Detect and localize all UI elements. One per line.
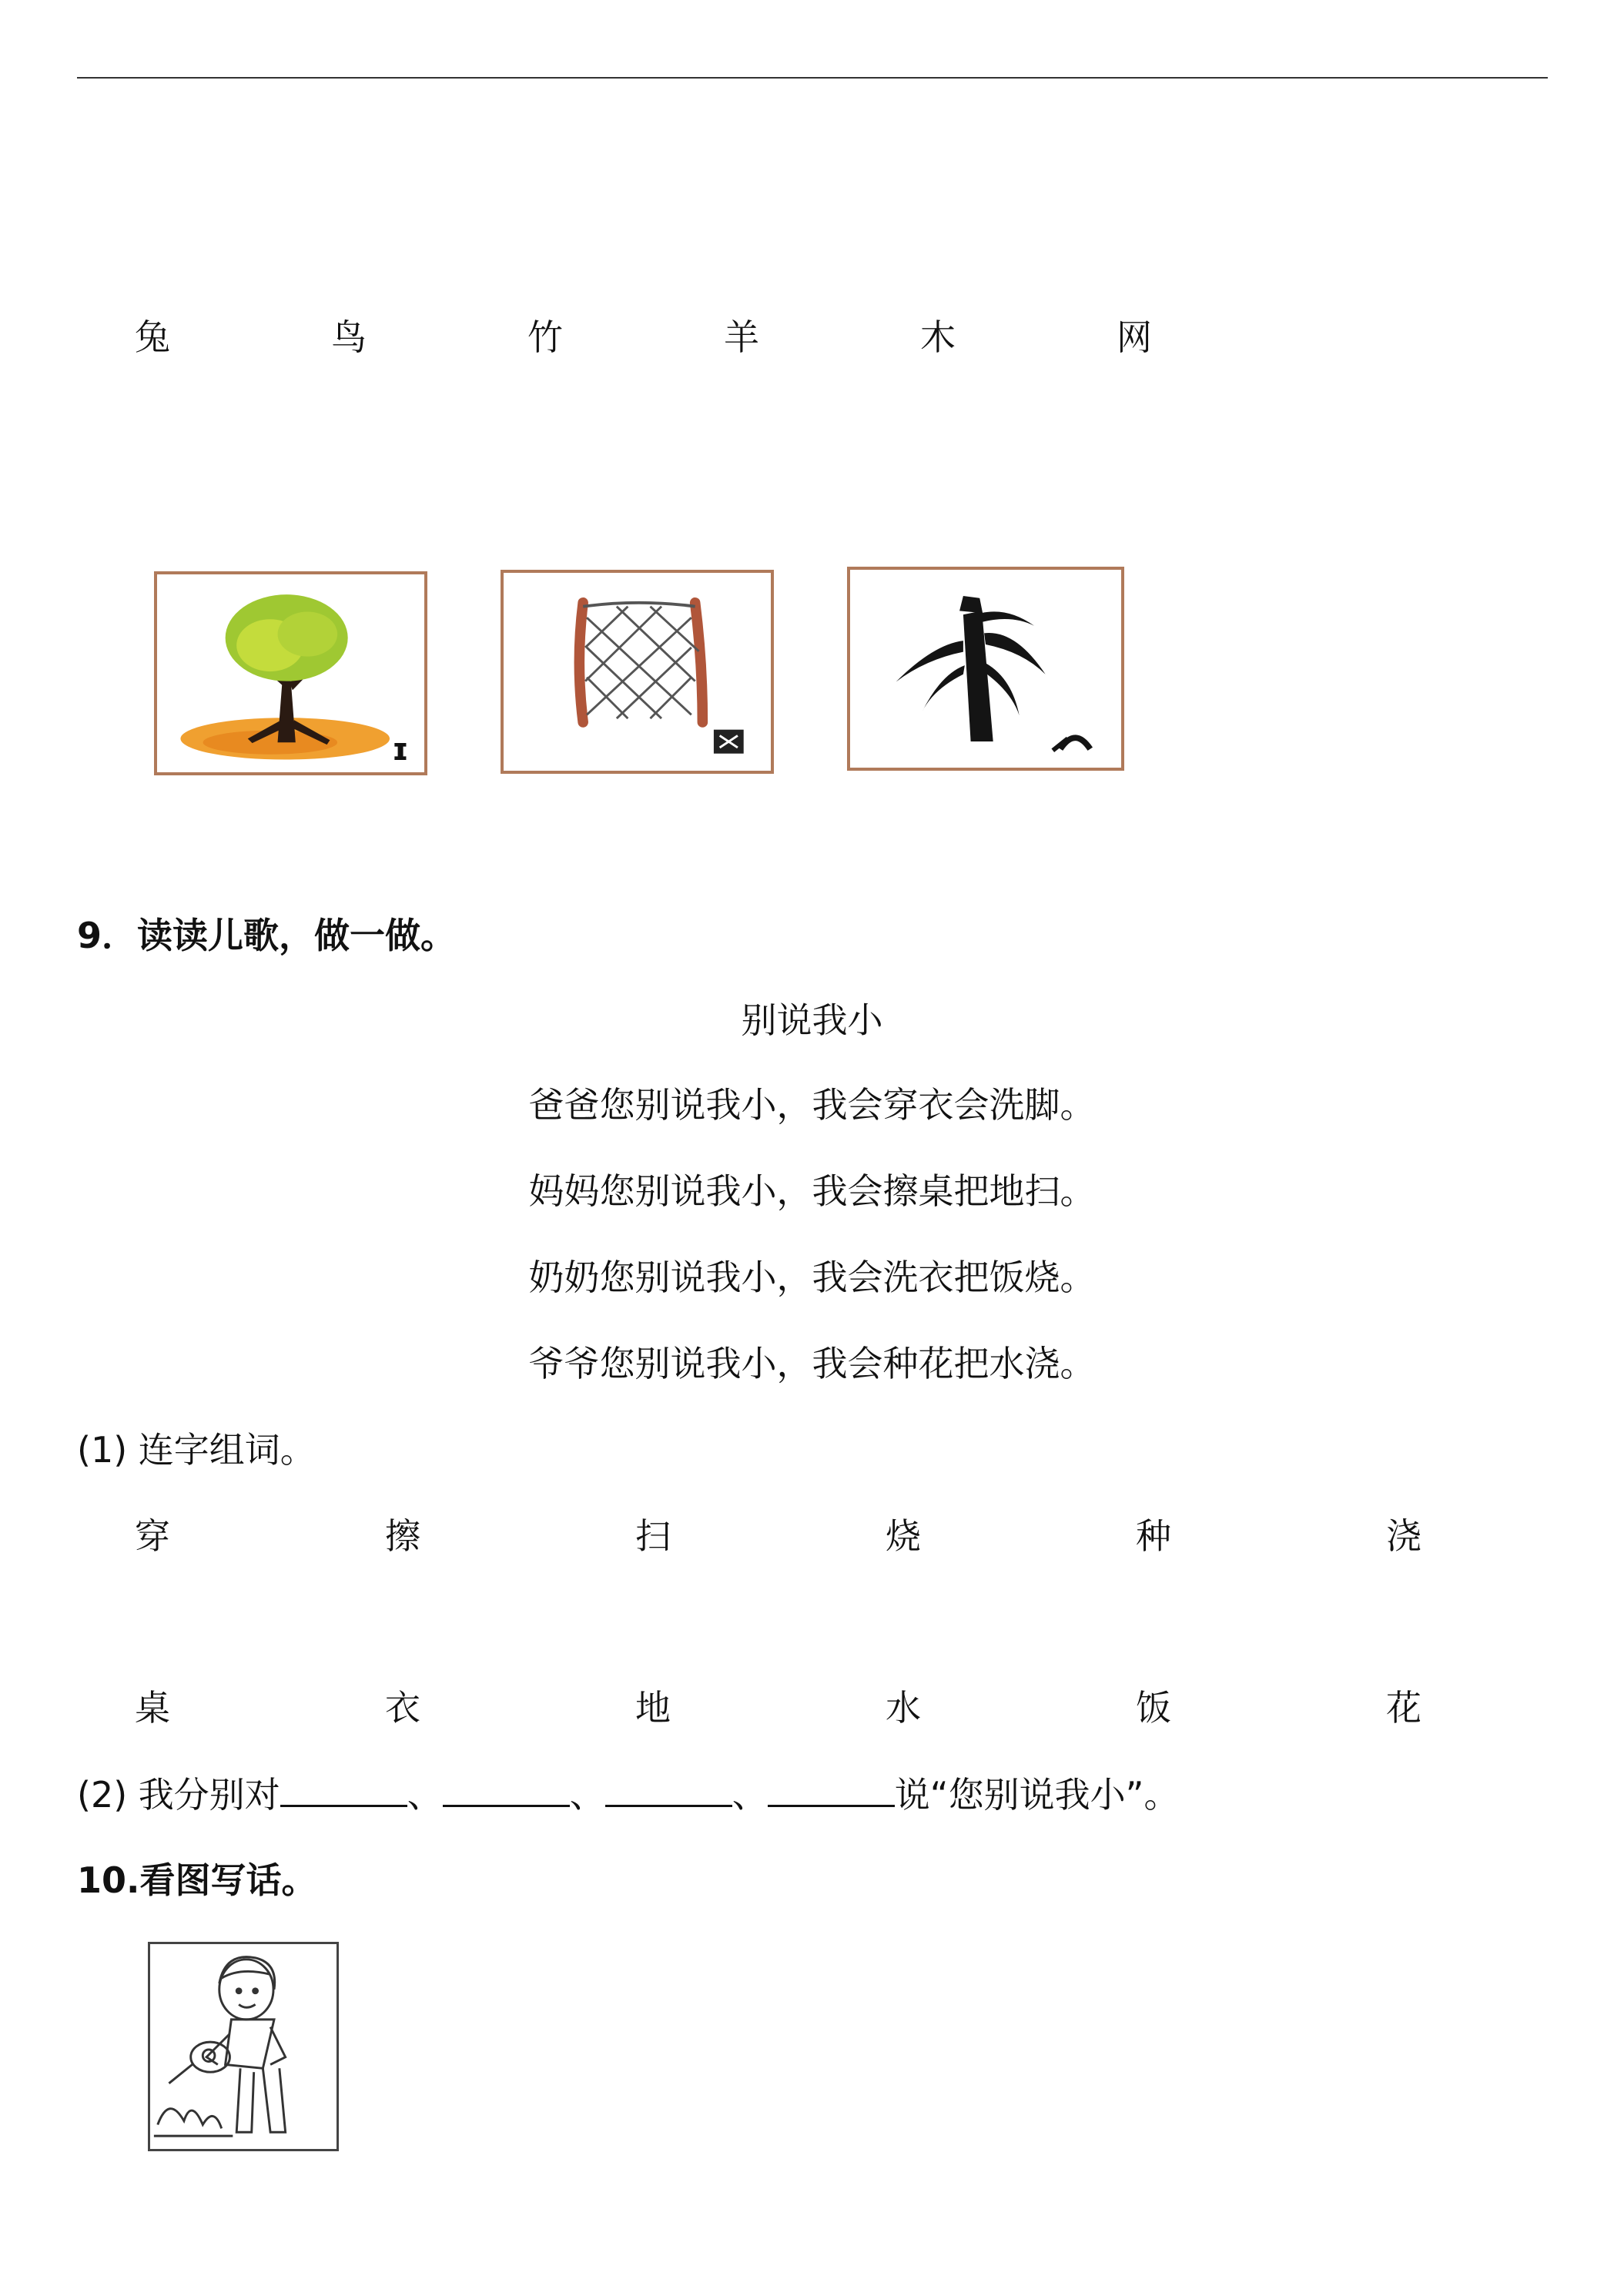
blank-separator: 、 <box>569 1774 605 1816</box>
child-watering-sketch <box>150 1944 337 2149</box>
verb-char[interactable]: 浇 <box>1386 1515 1421 1557</box>
answer-blank-1[interactable] <box>280 1771 407 1807</box>
answer-blank-4[interactable] <box>768 1771 895 1807</box>
noun-char[interactable]: 花 <box>1386 1687 1421 1729</box>
char-rabbit: 兔 <box>135 316 170 358</box>
ancient-glyph-wood: ɪ <box>392 732 409 768</box>
question-9-title: 9．读读儿歌，做一做。 <box>77 915 457 956</box>
char-sheep: 羊 <box>724 316 759 358</box>
tree-picture <box>154 571 427 775</box>
question-10-title: 10.看图写话。 <box>77 1859 317 1901</box>
char-bamboo: 竹 <box>527 316 563 358</box>
noun-char[interactable]: 饭 <box>1136 1687 1171 1729</box>
watering-flowers-picture <box>148 1942 339 2151</box>
poem-line-2: 妈妈您别说我小，我会擦桌把地扫。 <box>528 1170 1096 1212</box>
noun-char[interactable]: 桌 <box>135 1687 170 1729</box>
poem-title: 别说我小 <box>741 999 883 1041</box>
verb-char[interactable]: 烧 <box>886 1515 921 1557</box>
char-wood: 木 <box>920 316 956 358</box>
poem-line-4: 爷爷您别说我小，我会种花把水浇。 <box>528 1343 1096 1384</box>
bamboo-picture <box>847 567 1124 771</box>
top-divider <box>77 77 1548 79</box>
verb-char[interactable]: 穿 <box>135 1515 170 1557</box>
verb-char[interactable]: 扫 <box>635 1515 671 1557</box>
poem-line-1: 爸爸您别说我小，我会穿衣会洗脚。 <box>528 1084 1096 1126</box>
noun-char[interactable]: 地 <box>635 1687 671 1729</box>
char-bird: 鸟 <box>331 316 367 358</box>
subquestion-1: (1) 连字组词。 <box>77 1429 316 1471</box>
verb-char[interactable]: 种 <box>1136 1515 1171 1557</box>
subquestion-2-suffix: 说“您别说我小”。 <box>894 1774 1180 1816</box>
tree-illustration <box>157 574 424 772</box>
answer-blank-3[interactable] <box>605 1771 732 1807</box>
char-net: 网 <box>1117 316 1152 358</box>
noun-char[interactable]: 衣 <box>385 1687 420 1729</box>
noun-char[interactable]: 水 <box>886 1687 921 1729</box>
blank-separator: 、 <box>407 1774 443 1816</box>
bamboo-illustration <box>850 570 1121 768</box>
poem-line-3: 奶奶您别说我小，我会洗衣把饭烧。 <box>528 1257 1096 1298</box>
subquestion-2-prefix: (2) 我分别对 <box>77 1774 280 1816</box>
answer-blank-2[interactable] <box>443 1771 570 1807</box>
verb-char[interactable]: 擦 <box>385 1515 420 1557</box>
net-picture <box>501 570 774 774</box>
subquestion-2 <box>77 1771 1179 1818</box>
blank-separator: 、 <box>732 1774 768 1816</box>
net-illustration <box>504 573 771 771</box>
